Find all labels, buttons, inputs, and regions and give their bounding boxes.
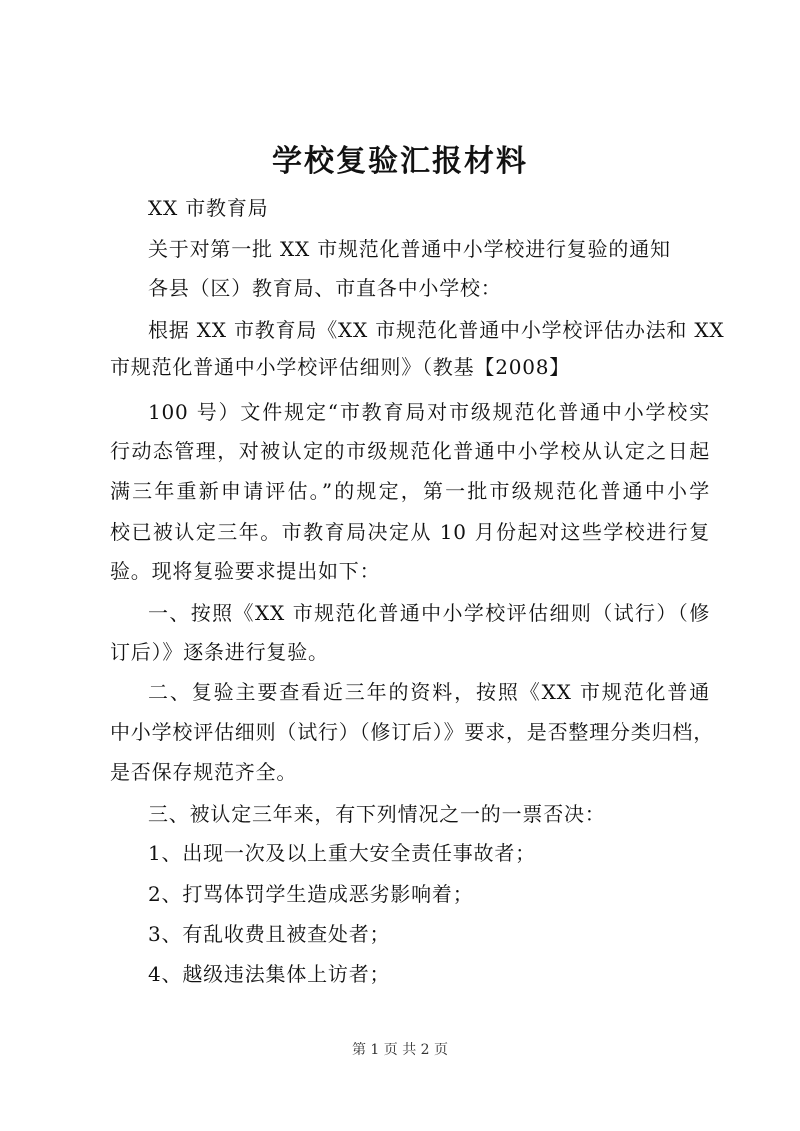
body-line: 100 号）文件规定“市教育局对市级规范化普通中小学校实: [148, 400, 710, 424]
list-item: 4、越级违法集体上访者；: [148, 962, 391, 986]
list-item: 3、有乱收费且被查处者；: [148, 922, 391, 946]
body-line: 市规范化普通中小学校评估细则》（教基【2008】: [110, 355, 571, 379]
recipients-line: 各县（区）教育局、市直各中小学校：: [148, 276, 502, 300]
list-item: 2、打骂体罚学生造成恶劣影响着；: [148, 882, 474, 906]
list-item: 1、出现一次及以上重大安全责任事故者；: [148, 841, 536, 865]
page-number: 第 1 页 共 2 页: [351, 1042, 449, 1058]
requirement-2-line: 二、复验主要查看近三年的资料，按照《XX 市规范化普通: [148, 680, 710, 704]
body-line: 行动态管理，对被认定的市级规范化普通中小学校从认定之日起: [110, 439, 710, 463]
body-line: 满三年重新申请评估。”的规定，第一批市级规范化普通中小学: [110, 479, 710, 503]
requirement-2-line: 是否保存规范齐全。: [110, 760, 298, 784]
addressee-line: XX 市教育局: [148, 196, 269, 220]
body-line: 根据 XX 市教育局《XX 市规范化普通中小学校评估办法和 XX: [148, 318, 725, 342]
requirement-1-line: 一、按照《XX 市规范化普通中小学校评估细则（试行）（修: [148, 601, 710, 625]
notice-title-line: 关于对第一批 XX 市规范化普通中小学校进行复验的通知: [148, 237, 671, 261]
requirement-3-line: 三、被认定三年来，有下列情况之一的一票否决：: [148, 802, 606, 826]
document-title: 学校复验汇报材料: [272, 144, 528, 179]
requirement-1-line: 订后）》逐条进行复验。: [110, 640, 329, 664]
requirement-2-line: 中小学校评估细则（试行）（修订后）》要求，是否整理分类归档，: [110, 720, 714, 744]
body-line: 校已被认定三年。市教育局决定从 10 月份起对这些学校进行复: [110, 520, 710, 544]
body-line: 验。现将复验要求提出如下：: [110, 559, 381, 583]
